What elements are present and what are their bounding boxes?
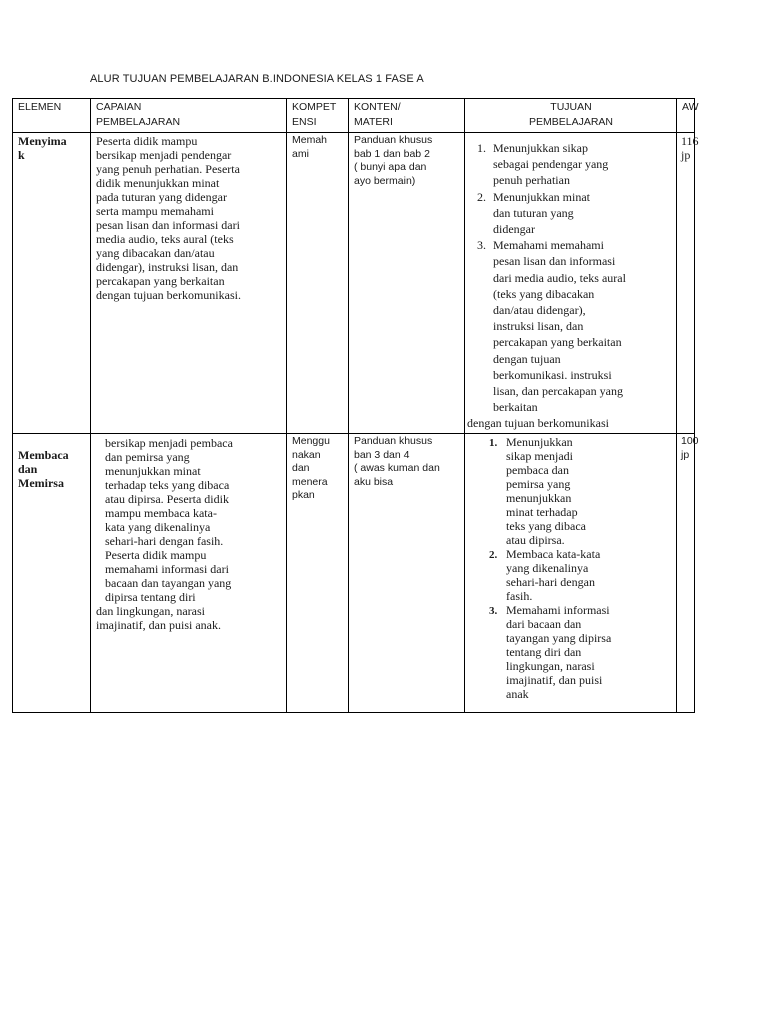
capaian-cell [91, 434, 287, 713]
list-item: 3. Memahami informasi dari bacaan dan tayangan yang dipirsa tentang diri dan lingkungan, narasi imajinatif, dan puisi anak [500, 603, 672, 701]
list-item: 1. Menunjukkan sikap menjadi pembaca dan pemirsa yang menunjukkan minat terhadap teks yang dibaca atau dipirsa. [500, 435, 672, 547]
table-row [13, 434, 695, 713]
page-title: ALUR TUJUAN PEMBELAJARAN B.INDONESIA KELAS 1 FASE A [90, 73, 424, 85]
konten-cell: Panduan khusus bab 1 dan bab 2 ( bunyi apa dan ayo bermain) [349, 133, 465, 434]
table-header-row [13, 99, 695, 133]
learning-objectives-table [12, 98, 699, 713]
table-row [13, 133, 695, 434]
capaian-cell: Peserta didik mampu bersikap menjadi pendengar yang penuh perhatian. Peserta didik menunjukkan minat pada tuturan yang didengar serta mampu memahami pesan lisan dan informasi dari media audio, teks aural (teks yang dibacakan dan/atau didengar), instruksi lisan, dan percakapan yang berkaitan dengan tujuan berkomunikasi. [91, 133, 287, 434]
kompetensi-cell: Menggu nakan dan menera pkan [287, 434, 349, 713]
konten-cell: Panduan khusus ban 3 dan 4 ( awas kuman dan aku bisa [349, 434, 465, 713]
header-capaian: CAPAIAN PEMBELAJARAN [91, 99, 287, 133]
elemen-cell: Membaca dan Memirsa [13, 434, 91, 713]
tujuan-list [467, 435, 672, 701]
list-item: 3. Memahami memahami pesan lisan dan informasi dari media audio, teks aural (teks yang dibacakan dan/atau didengar), instruksi lisan, dan percakapan yang berkaitan dengan tujuan berkomunikasi. instruksi lisan, dan percakapan yang berkaitan [489, 237, 672, 415]
header-tujuan: TUJUAN PEMBELAJARAN [465, 99, 677, 133]
elemen-cell: Menyima k [13, 133, 91, 434]
tujuan-cell [465, 133, 677, 434]
tujuan-list [467, 140, 672, 415]
header-konten: KONTEN/ MATERI [349, 99, 465, 133]
tujuan-tail: dengan tujuan berkomunikasi [467, 416, 609, 431]
list-item: 2. Menunjukkan minat dan tuturan yang didengar [489, 189, 672, 238]
list-item: 1. Menunjukkan sikap sebagai pendengar yang penuh perhatian [489, 140, 672, 189]
aw-cell: 116 jp [677, 133, 695, 434]
header-elemen: ELEMEN [13, 99, 91, 133]
aw-cell: 100 jp [677, 434, 695, 713]
list-item: 2. Membaca kata-kata yang dikenalinya sehari-hari dengan fasih. [500, 547, 672, 603]
header-kompetensi: KOMPET ENSI [287, 99, 349, 133]
capaian-indented: bersikap menjadi pembaca dan pemirsa yang menunjukkan minat terhadap teks yang dibaca atau dipirsa. Peserta didik mampu membaca kata- kata yang dikenalinya sehari-hari dengan fasih. Peserta didik mampu memahami informasi dari bacaan dan tayangan yang dipirsa tentang diri [105, 436, 233, 605]
tujuan-cell [465, 434, 677, 713]
header-aw: AW [677, 99, 695, 133]
kompetensi-cell: Memah ami [287, 133, 349, 434]
capaian-tail: dan lingkungan, narasi imajinatif, dan puisi anak. [96, 604, 221, 633]
